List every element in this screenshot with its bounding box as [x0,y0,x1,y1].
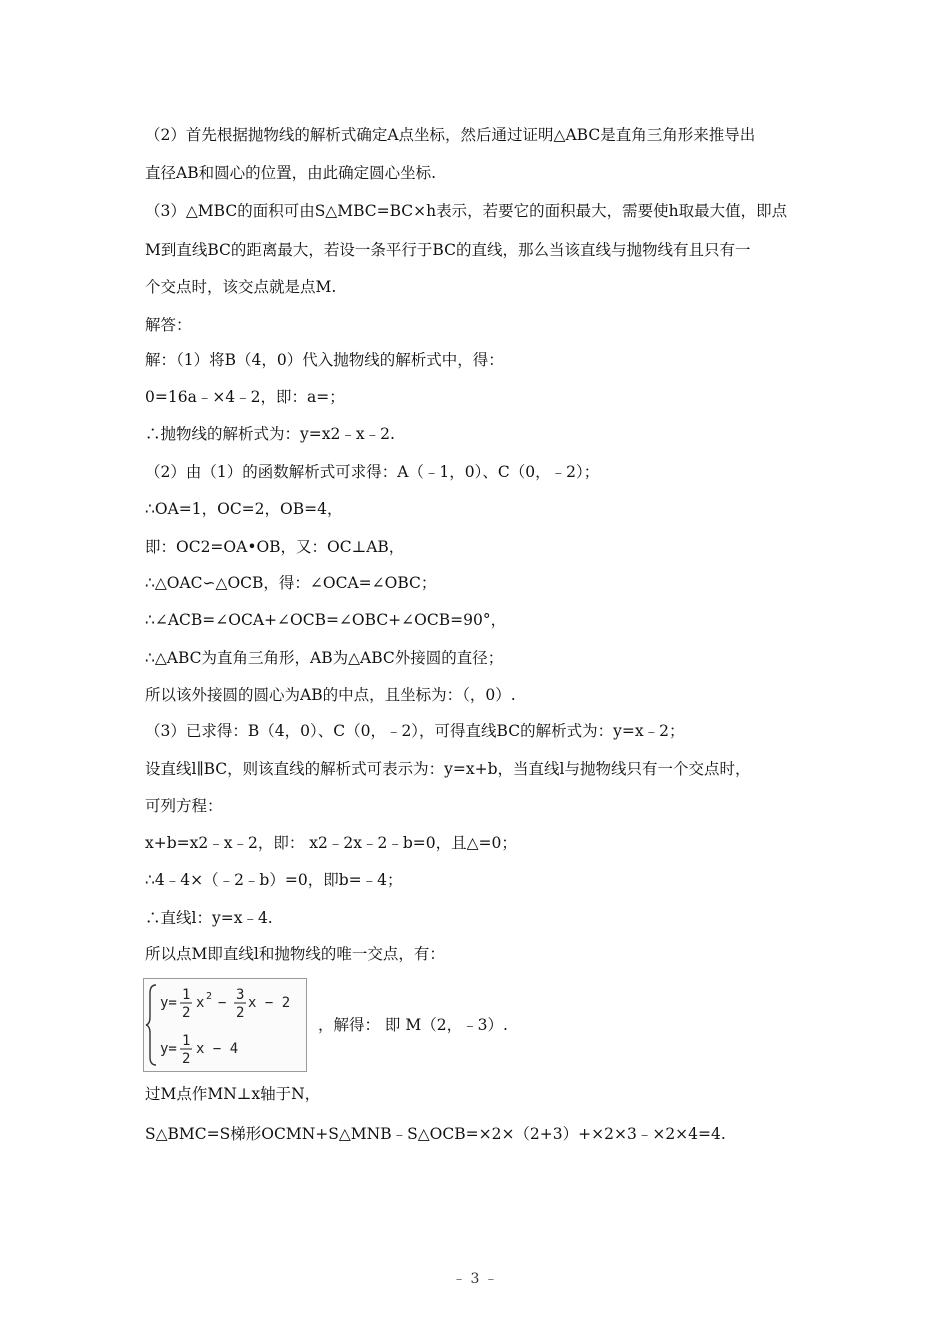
eq2-num: 1 [182,1033,191,1049]
text-line-14: ∴∠ACB=∠OCA+∠OCB=∠OBC+∠OCB=90°， [145,611,507,629]
text-line-20: x+b=x2﹣x﹣2，即： x2﹣2x﹣2﹣b=0，且△=0； [145,834,517,852]
system-solution-text: ，解得： 即 M（2，﹣3）. [318,1016,508,1034]
eq1-exponent: 2 [206,991,213,1002]
equation-system-image [143,978,307,1072]
text-line-6: 解答： [145,316,192,334]
brace-icon [146,985,156,1065]
text-line-18: 设直线l∥BC，则该直线的解析式可表示为：y=x+b，当直线l与抛物线只有一个交点时， [145,760,751,778]
eq1-tail: x − 2 [248,995,291,1011]
eq1-x: x [196,995,205,1011]
text-line-3: （3）△MBC的面积可由S△MBC=BC×h表示，若要它的面积最大，需要使h取最大值，即点 [145,202,788,220]
eq2-lhs: y= [160,1041,177,1057]
text-line-9: ∴抛物线的解析式为：y=x2﹣x﹣2. [145,425,395,443]
text-line-22: ∴直线l：y=x﹣4. [145,909,273,927]
text-line-1: （2）首先根据抛物线的解析式确定A点坐标，然后通过证明△ABC是直角三角形来推导出 [145,126,756,144]
page-number: ﹣ 3 ﹣ [452,1271,498,1287]
text-line-13: ∴△OAC∽△OCB，得：∠OCA=∠OBC； [145,574,437,592]
eq2-tail: x − 4 [196,1041,239,1057]
text-line-25: S△BMC=S梯形OCMN+S△MNB﹣S△OCB=×2×（2+3）+×2×3﹣×2×4=4. [145,1125,726,1143]
eq2-den: 2 [182,1051,191,1067]
text-line-21: ∴4﹣4×（﹣2﹣b）=0，即b=﹣4； [145,871,403,889]
eq1-lhs: y= [160,995,177,1011]
text-line-19: 可列方程： [145,797,223,815]
text-line-24: 过M点作MN⊥x轴于N， [145,1085,321,1103]
text-line-10: （2）由（1）的函数解析式可求得：A（﹣1，0）、C（0，﹣2）； [145,463,600,481]
text-line-7: 解：（1）将B（4，0）代入抛物线的解析式中，得： [145,351,504,369]
text-line-4: M到直线BC的距离最大，若设一条平行于BC的直线，那么当该直线与抛物线有且只有一 [145,241,751,259]
eq1-num2: 3 [236,987,245,1003]
eq1-num1: 1 [182,987,191,1003]
text-line-2: 直径AB和圆心的位置，由此确定圆心坐标. [145,164,437,182]
text-line-8: 0=16a﹣×4﹣2，即：a=； [145,388,345,406]
eq1-den1: 2 [182,1005,191,1021]
text-line-12: 即：OC2=OA•OB，又：OC⊥AB， [145,538,405,556]
text-line-5: 个交点时，该交点就是点M. [145,278,337,296]
eq1-den2: 2 [236,1005,245,1021]
text-line-16: 所以该外接圆的圆心为AB的中点，且坐标为：（，0）. [145,686,516,704]
equation-system-svg [144,979,306,1071]
text-line-17: （3）已求得：B（4，0）、C（0，﹣2），可得直线BC的解析式为：y=x﹣2； [145,722,685,740]
text-line-15: ∴△ABC为直角三角形，AB为△ABC外接圆的直径； [145,649,504,667]
text-line-23: 所以点M即直线l和抛物线的唯一交点，有： [145,945,445,963]
eq1-minus: − [218,995,227,1011]
text-line-11: ∴OA=1，OC=2，OB=4， [145,500,343,518]
